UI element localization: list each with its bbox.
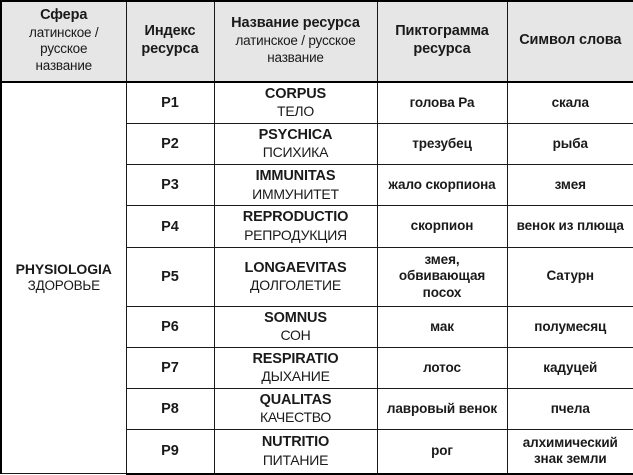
symbol-cell: полумесяц: [507, 306, 633, 347]
name-cell: [214, 247, 377, 306]
pictogram-cell: змея, обвивающая посох: [377, 247, 507, 306]
index-cell: P5: [126, 247, 214, 306]
index-cell: P7: [126, 347, 214, 388]
name-russian-label: КАЧЕСТВО: [259, 409, 332, 426]
column-header-pictogram-line-2: ресурса: [413, 40, 471, 57]
symbol-cell: рыба: [507, 124, 633, 165]
column-header-pictogram-line-1: Пиктограмма: [395, 23, 489, 40]
pictogram-cell: мак: [377, 306, 507, 347]
name-latin-label: LONGAEVITAS: [244, 259, 347, 276]
sphere-cell-physiologia: [1, 82, 126, 474]
column-header-sphere-sub-3: название: [35, 58, 92, 74]
name-cell: [214, 206, 377, 247]
name-latin-label: RESPIRATIO: [252, 350, 339, 367]
pictogram-cell: трезубец: [377, 124, 507, 165]
symbol-cell: скала: [507, 82, 633, 124]
index-cell: P6: [126, 306, 214, 347]
column-header-name: [214, 1, 377, 82]
index-cell: P2: [126, 124, 214, 165]
name-cell: [214, 389, 377, 430]
column-header-sphere-sub-2: русское: [40, 41, 88, 57]
sphere-russian-label: ЗДОРОВЬЕ: [27, 278, 100, 294]
pictogram-cell: лотос: [377, 347, 507, 388]
pictogram-cell: голова Ра: [377, 82, 507, 124]
name-russian-label: ПИТАНИЕ: [262, 451, 329, 468]
column-header-name-sub-1: латинское / русское: [235, 33, 356, 49]
name-cell: [214, 347, 377, 388]
symbol-cell: кадуцей: [507, 347, 633, 388]
name-russian-label: ДОЛГОЛЕТИЕ: [250, 276, 341, 293]
name-russian-label: ИММУНИТЕТ: [252, 185, 339, 202]
pictogram-cell: жало скорпиона: [377, 165, 507, 206]
index-cell: P9: [126, 430, 214, 474]
name-russian-label: ДЫХАНИЕ: [261, 368, 330, 385]
symbol-cell: змея: [507, 165, 633, 206]
table-body: [1, 82, 633, 474]
pictogram-cell: скорпион: [377, 206, 507, 247]
column-header-symbol-main: Символ слова: [519, 32, 622, 49]
symbol-cell: Сатурн: [507, 247, 633, 306]
symbol-cell: алхимический знак земли: [507, 430, 633, 474]
column-header-symbol: [507, 1, 633, 82]
name-latin-label: REPRODUCTIO: [242, 209, 349, 226]
pictogram-cell: рог: [377, 430, 507, 474]
symbol-cell: пчела: [507, 389, 633, 430]
name-cell: [214, 165, 377, 206]
name-cell: [214, 124, 377, 165]
name-russian-label: РЕПРОДУКЦИЯ: [244, 226, 347, 243]
name-russian-label: СОН: [280, 327, 311, 344]
index-cell: P4: [126, 206, 214, 247]
name-cell: [214, 430, 377, 474]
name-cell: [214, 306, 377, 347]
name-latin-label: PSYCHICA: [258, 127, 333, 144]
column-header-pictogram: [377, 1, 507, 82]
table-header: [1, 1, 633, 82]
column-header-sphere: [1, 1, 126, 82]
column-header-name-main: Название ресурса: [231, 15, 360, 32]
header-row: [1, 1, 633, 82]
name-latin-label: IMMUNITAS: [255, 168, 336, 185]
symbol-cell: венок из плюща: [507, 206, 633, 247]
column-header-index: [126, 1, 214, 82]
index-cell: P8: [126, 389, 214, 430]
name-latin-label: NUTRITIO: [261, 434, 330, 451]
index-cell: P1: [126, 82, 214, 124]
column-header-sphere-main: Сфера: [40, 7, 88, 23]
index-cell: P3: [126, 165, 214, 206]
name-latin-label: SOMNUS: [264, 309, 327, 326]
name-cell: [214, 82, 377, 124]
table-row: [1, 82, 633, 124]
name-latin-label: QUALITAS: [259, 392, 332, 409]
column-header-index-line-2: ресурса: [141, 40, 199, 57]
name-russian-label: ПСИХИКА: [262, 144, 329, 161]
sphere-latin-label: PHYSIOLOGIA: [15, 260, 112, 277]
pictogram-cell: лавровый венок: [377, 389, 507, 430]
column-header-name-sub-2: название: [267, 49, 324, 65]
name-russian-label: ТЕЛО: [277, 103, 314, 120]
column-header-index-line-1: Индекс: [144, 23, 196, 40]
name-latin-label: CORPUS: [264, 85, 327, 102]
column-header-sphere-sub-1: латинское /: [29, 24, 99, 40]
